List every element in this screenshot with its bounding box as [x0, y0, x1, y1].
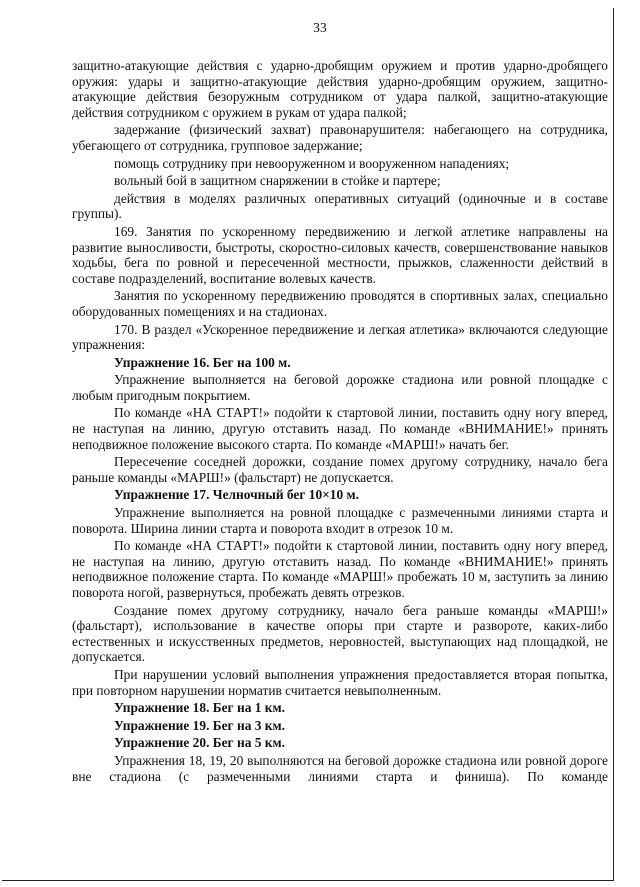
exercise-heading: Упражнение 17. Челночный бег 10×10 м. — [114, 487, 360, 503]
exercise-heading: Упражнение 16. Бег на 100 м. — [114, 354, 291, 370]
paragraph: Пересечение соседней дорожки, создание помех другому сотруднику, начало бега раньше команды «МАРШ!» (фальстарт) не допускается. — [72, 454, 608, 485]
paragraph: Упражнение выполняется на беговой дорожке стадиона или ровной площадке с любым пригодным покрытием. — [72, 372, 608, 403]
exercise-heading: Упражнение 19. Бег на 3 км. — [114, 717, 285, 733]
scan-border-bottom — [2, 880, 614, 881]
paragraph: защитно-атакующие действия с ударно-дробящим оружием и против ударно-дробящего оружия: удары и защитно-атакующие действия ударно-дробящим оружием, защитно-атакующие действия безоружным сотрудником от удара палкой, защитно-атакующие действия сотрудником с оружием в рукам от удара палкой; — [72, 58, 608, 120]
paragraph: 169. Занятия по ускоренному передвижению и легкой атлетике направлены на развитие выносливости, быстроты, скоростно-силовых качеств, совершенствование навыков ходьбы, бега по ровной и пересеченной местности, прыжков, слаженности действий в составе подразделений, воспитание волевых качеств. — [72, 223, 608, 286]
document-body — [72, 58, 608, 786]
exercise-heading: Упражнение 20. Бег на 5 км. — [114, 735, 285, 751]
paragraph: 170. В раздел «Ускоренное передвижение и легкая атлетика» включаются следующие упражнения: — [72, 321, 608, 353]
paragraph: Создание помех другому сотруднику, начало бега раньше команды «МАРШ!» (фальстарт), использование в качестве опоры при старте и развороте, каких-либо естественных и искусственных предметов, неровностей, выступающих над площадкой, не допускается. — [72, 602, 608, 665]
scan-border-right — [613, 8, 614, 881]
paragraph: вольный бой в защитном снаряжении в стойке и партере; — [114, 173, 441, 189]
paragraph: помощь сотруднику при невооруженном и вооруженном нападениях; — [114, 155, 510, 171]
paragraph: Упражнение выполняется на ровной площадке с размеченными линиями старта и поворота. Ширина линии старта и поворота входит в отрезок 10 м. — [72, 505, 608, 536]
page-number: 33 — [313, 20, 327, 35]
exercise-heading: Упражнение 18. Бег на 1 км. — [114, 700, 285, 716]
paragraph: Упражнения 18, 19, 20 выполняются на беговой дорожке стадиона или ровной дороге вне стадиона (с размеченными линиями старта и финиша). По команде — [72, 752, 608, 784]
paragraph: Занятия по ускоренному передвижению проводятся в спортивных залах, специально оборудованных помещениях и на стадионах. — [72, 288, 608, 319]
paragraph: действия в моделях различных оперативных ситуаций (одиночные и в составе группы). — [72, 190, 608, 222]
paragraph: При нарушении условий выполнения упражнения предоставляется вторая попытка, при повторном нарушении норматив считается невыполненным. — [72, 666, 608, 698]
paragraph: По команде «НА СТАРТ!» подойти к стартовой линии, поставить одну ногу вперед, не наступая на линию, другую отставить назад. По команде «ВНИМАНИЕ!» принять неподвижное положение старта. По команде «МАРШ!» пробежать 10 м, заступить за линию поворота ногой, развернуться, пробежать девять отрезков. — [72, 538, 608, 600]
paragraph: По команде «НА СТАРТ!» подойти к стартовой линии, поставить одну ногу вперед, не наступая на линию, другую отставить назад. По команде «ВНИМАНИЕ!» принять неподвижное положение высокого старта. По команде «МАРШ!» начать бег. — [72, 405, 608, 452]
paragraph: задержание (физический захват) правонарушителя: набегающего на сотрудника, убегающего от сотрудника, групповое задержание; — [72, 122, 608, 153]
